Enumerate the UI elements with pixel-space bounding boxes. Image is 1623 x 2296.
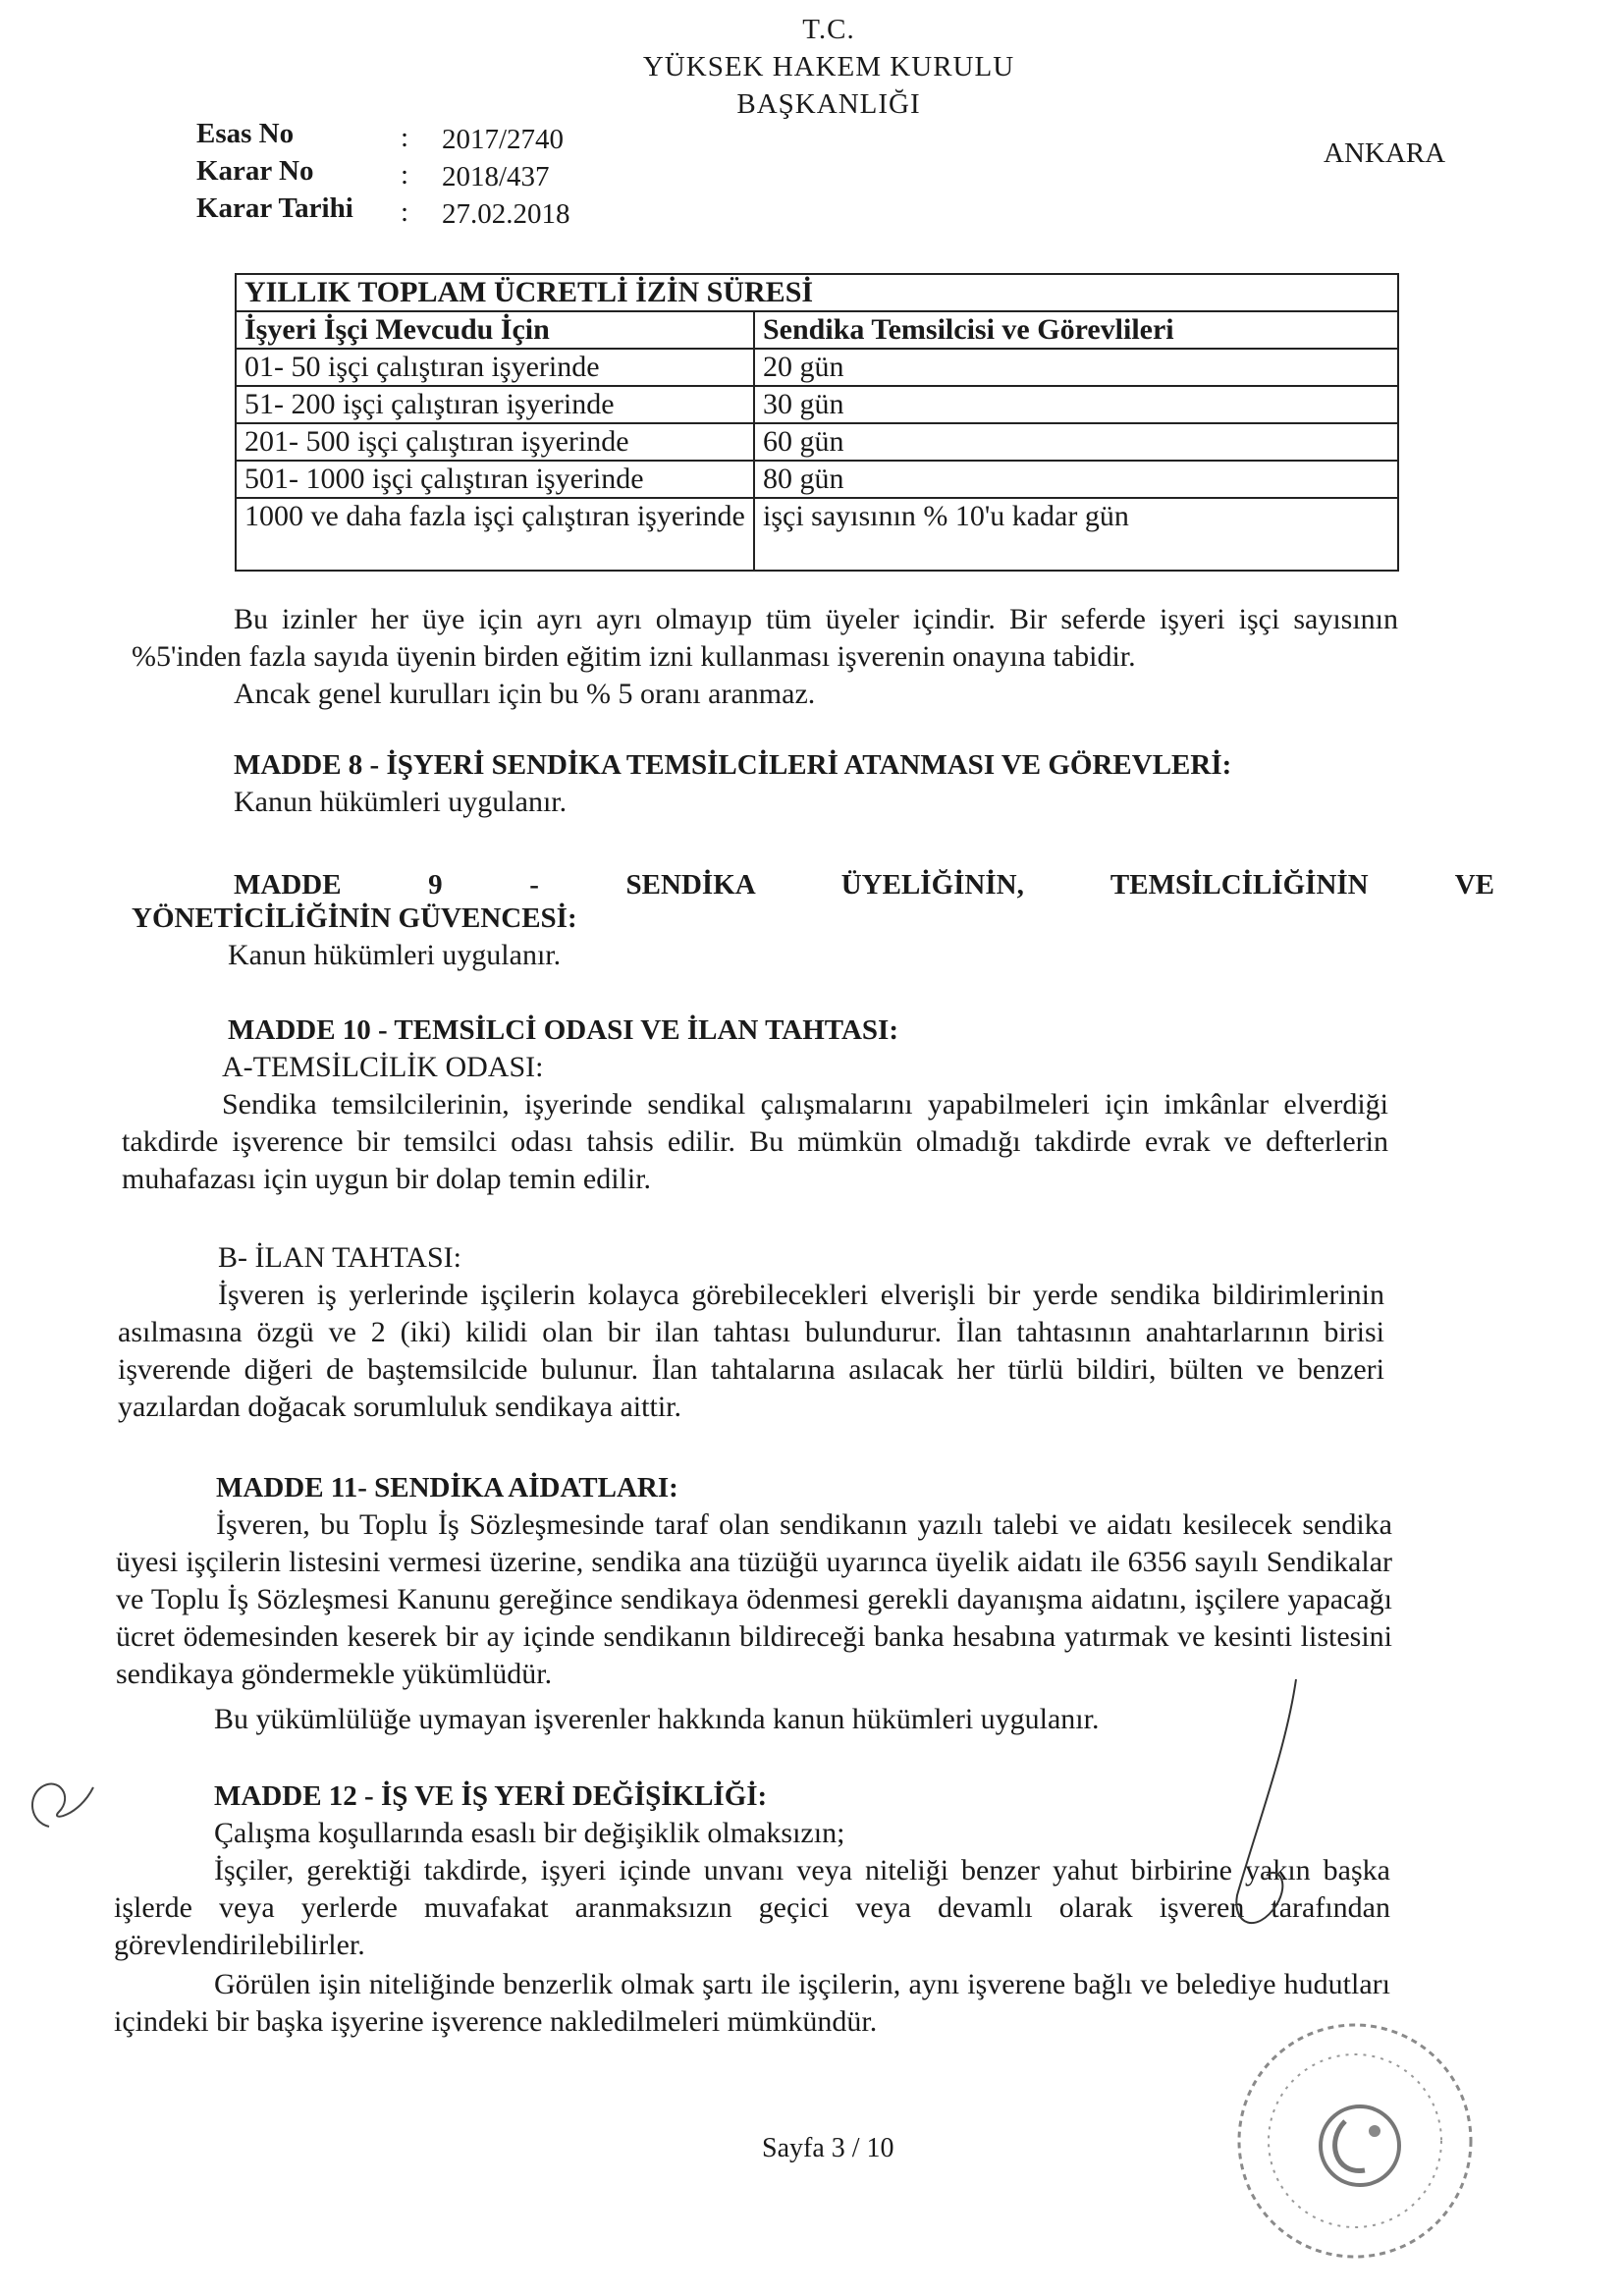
table-cell: 501- 1000 işçi çalıştıran işyerinde — [236, 461, 754, 498]
madde11-text: İşveren, bu Toplu İş Sözleşmesinde taraf olan sendikanın yazılı talebi ve aidatı kesilecek sendika üyesi işçilerin listesini vermesi üzerine, sendika ana tüzüğü uyarınca üyelik aidatı ile 6356 sayılı Sendikalar ve Toplu İş Sözleşmesi Kanunu gereğince sendikaya ödenmesi gerekli dayanışma aidatını, işçilere yapacağı ücret ödemesinden keserek bir ay içinde sendikanın bildireceği banka hesabına yatırmak ve kesinti listesini sendikaya göndermekle yükümlüdür. — [116, 1508, 1392, 1690]
meta-value-esas: 2017/2740 — [442, 124, 565, 155]
header-line3: BAŞKANLIĞI — [736, 88, 921, 120]
table-cell: 30 gün — [754, 386, 1398, 423]
madde9-title-line2: YÖNETİCİLİĞİNİN GÜVENCESİ: — [132, 902, 577, 934]
meta-label-karar: Karar No — [196, 155, 314, 187]
madde11-text2: Bu yükümlülüğe uymayan işverenler hakkında kanun hükümleri uygulanır. — [214, 1703, 1100, 1735]
table-cell: 01- 50 işçi çalıştıran işyerinde — [236, 349, 754, 386]
table-cell: 80 gün — [754, 461, 1398, 498]
signature-icon — [1217, 1669, 1335, 1964]
table-cell: 51- 200 işçi çalıştıran işyerinde — [236, 386, 754, 423]
leave-table — [235, 273, 1399, 572]
madde11-title: MADDE 11- SENDİKA AİDATLARI: — [216, 1472, 678, 1503]
paragraph-genel-kurul: Ancak genel kurulları için bu % 5 oranı aranmaz. — [234, 678, 816, 710]
madde10-a-heading: A-TEMSİLCİLİK ODASI: — [222, 1051, 544, 1083]
meta-value-karar: 2018/437 — [442, 161, 550, 192]
madde12-text1: Çalışma koşullarında esaslı bir değişiklik olmaksızın; — [214, 1817, 845, 1849]
table-cell: 1000 ve daha fazla işçi çalıştıran işyerinde — [236, 498, 754, 571]
madde10-b-text: İşveren iş yerlerinde işçilerin kolayca görebilecekleri elverişli bir yerde sendika bildirimlerinin asılmasına özgü ve 2 (iki) kilidi olan bir ilan tahtası bulundurur. İlan tahtasının anahtarlarının birisi işverende diğeri de baştemsilcide bulunur. İlan tahtalarına asılacak her türlü bildiri, bülten ve benzeri yazılardan doğacak sorumluluk sendikaya aittir. — [118, 1279, 1384, 1423]
madde9-text: Kanun hükümleri uygulanır. — [228, 939, 562, 971]
meta-sep-esas: : — [401, 122, 409, 153]
madde12-text3: Görülen işin niteliğinde benzerlik olmak şartı ile işçilerin, aynı işverene bağlı ve belediye hudutları içindeki bir başka işyerine işverence nakledilmeleri mümkündür. — [114, 1968, 1390, 2038]
table-cell: işçi sayısının % 10'u kadar gün — [754, 498, 1398, 571]
table-row — [236, 461, 1398, 498]
table-col1-header: İşyeri İşçi Mevcudu İçin — [236, 311, 754, 349]
table-cell: 60 gün — [754, 423, 1398, 461]
header-line2: YÜKSEK HAKEM KURULU — [642, 51, 1015, 82]
table-row — [236, 423, 1398, 461]
madde8-title: MADDE 8 - İŞYERİ SENDİKA TEMSİLCİLERİ ATANMASI VE GÖREVLERİ: — [234, 749, 1232, 781]
madde10-b-heading: B- İLAN TAHTASI: — [218, 1241, 461, 1274]
paragraph-izinler: Bu izinler her üye için ayrı ayrı olmayıp tüm üyeler içindir. Bir seferde işyeri işçi sayısının %5'inden fazla sayıda üyenin birden eğitim izni kullanması işverenin onayına tabidir. — [132, 603, 1398, 673]
meta-value-tarih: 27.02.2018 — [442, 198, 570, 230]
table-cell: 201- 500 işçi çalıştıran işyerinde — [236, 423, 754, 461]
madde12-text2: İşçiler, gerektiği takdirde, işyeri içinde unvanı veya niteliği benzer yahut birbirine yakın başka işlerde veya yerlerde muvafakat aranmaksızın geçici veya devamlı olarak işveren tarafından görevlendirilebilirler. — [114, 1854, 1390, 1961]
meta-label-esas: Esas No — [196, 118, 295, 149]
header-line1: T.C. — [802, 14, 855, 45]
meta-sep-tarih: : — [401, 196, 409, 228]
madde12-title: MADDE 12 - İŞ VE İŞ YERİ DEĞİŞİKLİĞİ: — [214, 1780, 768, 1812]
meta-label-tarih: Karar Tarihi — [196, 192, 353, 224]
table-title: YILLIK TOPLAM ÜCRETLİ İZİN SÜRESİ — [236, 274, 1398, 311]
meta-sep-karar: : — [401, 159, 409, 191]
table-row — [236, 386, 1398, 423]
handwritten-initial-icon — [20, 1768, 108, 1836]
city: ANKARA — [1324, 137, 1446, 169]
madde9-title-line1: MADDE 9 - SENDİKA ÜYELİĞİNİN, TEMSİLCİLİĞİNİN VE — [234, 869, 1494, 901]
madde8-text: Kanun hükümleri uygulanır. — [234, 786, 568, 818]
page-number: Sayfa 3 / 10 — [762, 2133, 894, 2163]
table-row — [236, 498, 1398, 571]
official-seal-icon — [1227, 2013, 1483, 2269]
table-cell: 20 gün — [754, 349, 1398, 386]
table-col2-header: Sendika Temsilcisi ve Görevlileri — [754, 311, 1398, 349]
madde10-a-text: Sendika temsilcilerinin, işyerinde sendikal çalışmalarını yapabilmeleri için imkânlar elverdiği takdirde işverence bir temsilci odası tahsis edilir. Bu mümkün olmadığı takdirde evrak ve defterlerin muhafazası için uygun bir dolap temin edilir. — [122, 1088, 1388, 1195]
madde10-title: MADDE 10 - TEMSİLCİ ODASI VE İLAN TAHTASI: — [228, 1014, 898, 1046]
table-row — [236, 349, 1398, 386]
